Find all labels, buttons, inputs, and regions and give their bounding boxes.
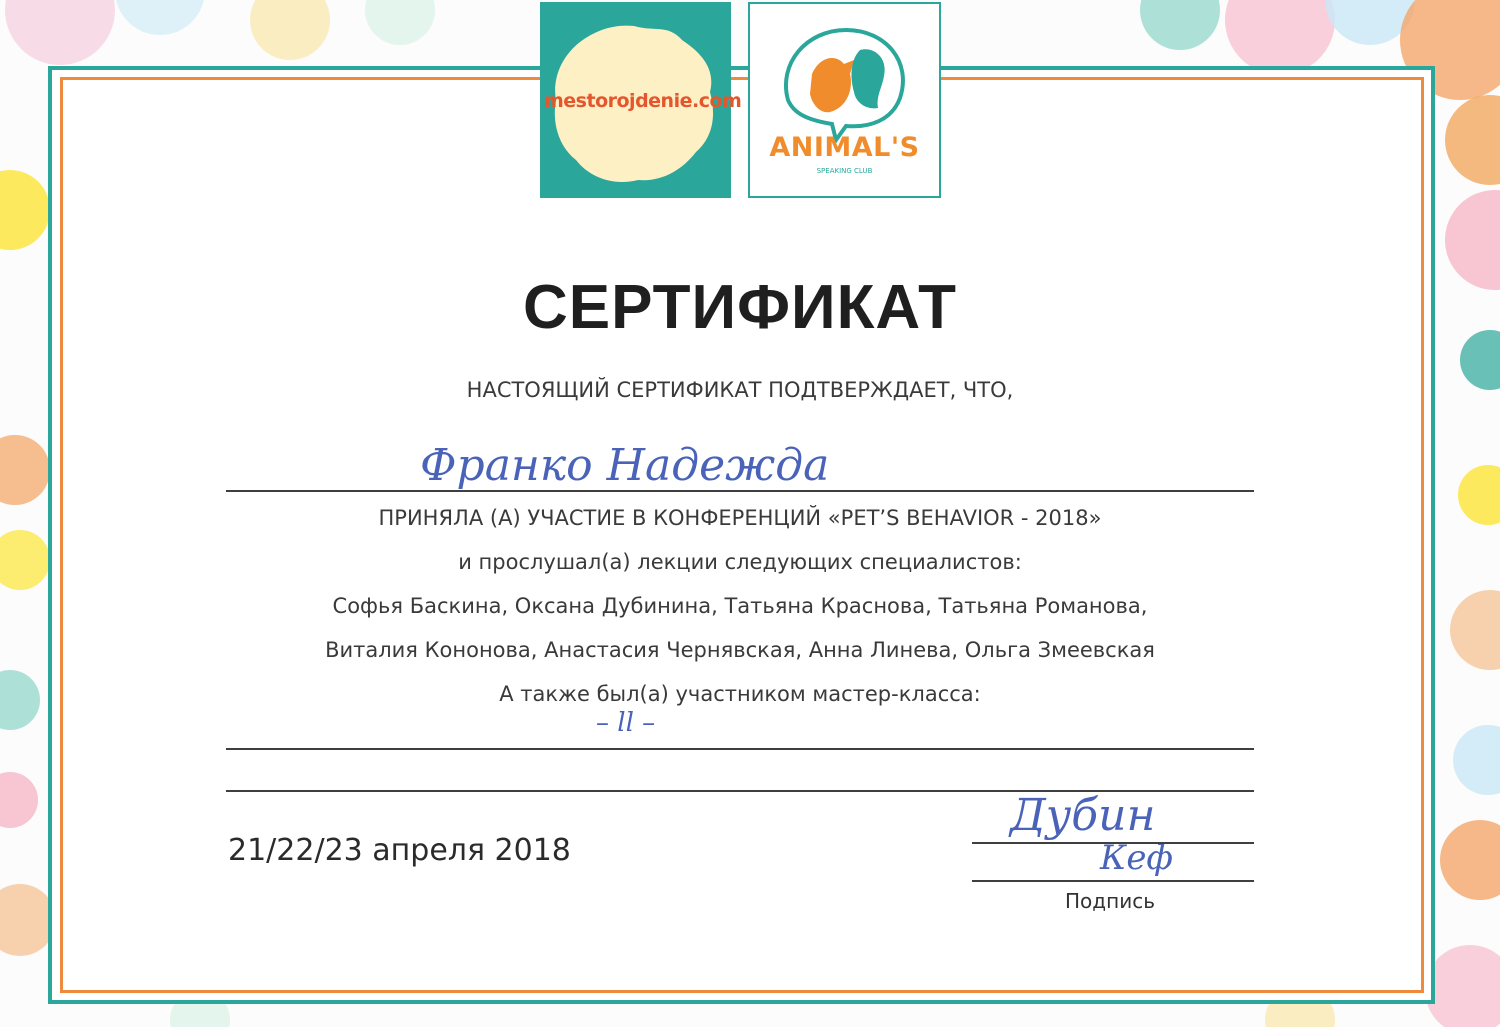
- recipient-name: Франко Надежда: [420, 440, 830, 491]
- speakers-line-2: Виталия Кононова, Анастасия Чернявская, Анна Линева, Ольга Змеевская: [325, 638, 1155, 662]
- certificate-intro: НАСТОЯЩИЙ СЕРТИФИКАТ ПОДТВЕРЖДАЕТ, ЧТО,: [466, 378, 1014, 402]
- certificate-title: СЕРТИФИКАТ: [523, 273, 957, 342]
- masterclass-intro: А также был(а) участником мастер-класса:: [499, 682, 981, 706]
- signature-part-2: Кеф: [1100, 838, 1174, 878]
- logo-right-subtitle: SPEAKING CLUB: [816, 167, 873, 175]
- signature-line-2: [972, 880, 1254, 882]
- masterclass-entry: – ll –: [596, 708, 656, 738]
- signature-label: Подпись: [1065, 889, 1155, 913]
- logo-right-name: ANIMAL'S: [769, 132, 920, 163]
- logo-left-text: mestorojdenie.com: [544, 90, 742, 112]
- signature-part-1: Дубин: [1010, 790, 1156, 841]
- participation-text: ПРИНЯЛА (А) УЧАСТИЕ В КОНФЕРЕНЦИЙ «PET’S BEHAVIOR - 2018»: [378, 506, 1102, 530]
- certificate-date: 21/22/23 апреля 2018: [228, 833, 571, 868]
- mestorojdenie-logo: [540, 2, 742, 198]
- animals-speaking-club-logo: [748, 2, 941, 198]
- signature-line-1: [972, 842, 1254, 844]
- masterclass-line-1: [226, 748, 1254, 750]
- speakers-line-1: Софья Баскина, Оксана Дубинина, Татьяна Краснова, Татьяна Романова,: [332, 594, 1148, 618]
- lectures-intro: и прослушал(а) лекции следующих специалистов:: [458, 550, 1022, 574]
- recipient-underline: [226, 490, 1254, 492]
